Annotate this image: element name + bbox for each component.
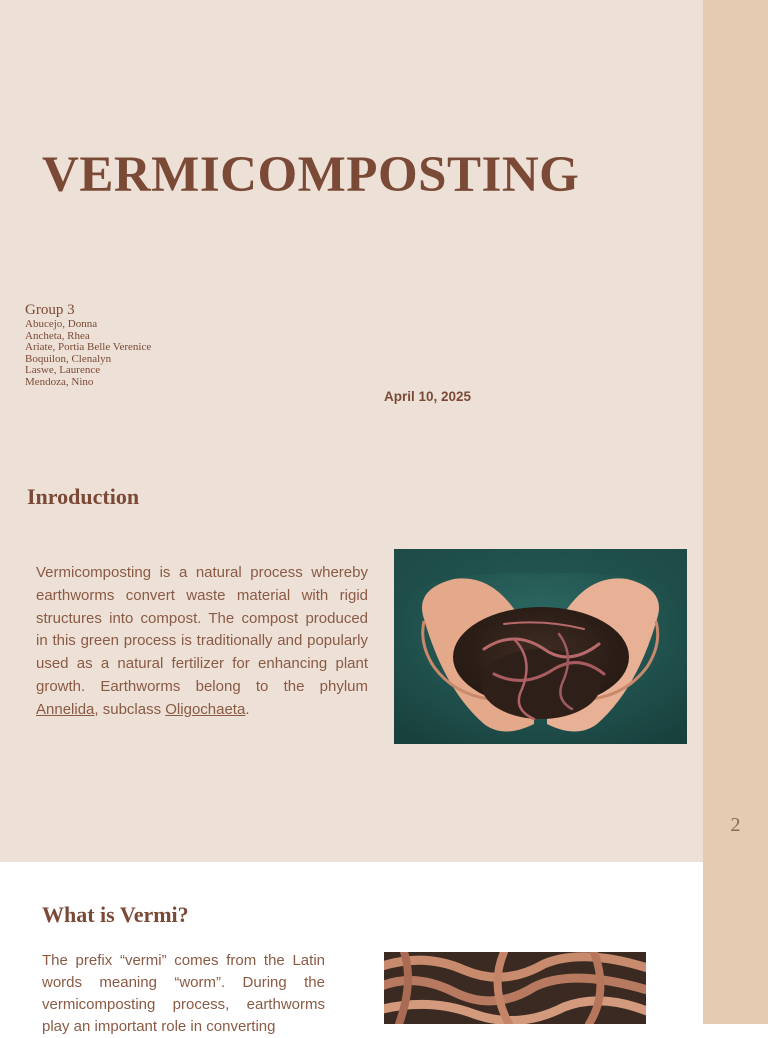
page-sidebar bbox=[703, 0, 768, 1024]
intro-text-before: Vermicomposting is a natural process whereby earthworms convert waste material with rigid structures into compost. The compost produced in this green process is traditionally and popularly used as a natural fertilizer for enhancing plant growth. Earthworms belong to the phylum bbox=[36, 564, 368, 695]
member-name: Abucejo, Donna bbox=[25, 318, 98, 330]
page-number: 2 bbox=[730, 814, 741, 836]
what-is-vermi-heading: What is Vermi? bbox=[42, 902, 189, 927]
what-is-vermi-paragraph: The prefix “vermi” comes from the Latin words meaning “worm”. During the vermicomposting process, earthworms play an important role in converting bbox=[42, 952, 325, 1035]
intro-text-middle: , subclass bbox=[94, 700, 166, 718]
member-list bbox=[25, 319, 151, 389]
member-name: Ancheta, Rhea bbox=[25, 329, 90, 342]
subclass-link[interactable]: Oligochaeta bbox=[165, 700, 246, 718]
member-name: Ariate, Portia Belle Verenice bbox=[25, 341, 152, 354]
member-name: Laswe, Laurence bbox=[25, 364, 101, 377]
phylum-link[interactable]: Annelida bbox=[36, 700, 95, 718]
hands-soil-photo bbox=[394, 549, 687, 744]
presentation-date: April 10, 2025 bbox=[384, 389, 472, 404]
group-label: Group 3 bbox=[25, 302, 75, 318]
member-name: Mendoza, Nino bbox=[25, 375, 94, 388]
slide-title: VERMICOMPOSTING bbox=[42, 147, 580, 203]
earthworms-photo bbox=[384, 952, 646, 1024]
group-block bbox=[25, 302, 151, 389]
intro-paragraph bbox=[36, 562, 368, 722]
intro-heading: Inroduction bbox=[27, 484, 140, 509]
intro-text-after: . bbox=[245, 700, 250, 718]
member-name: Boquilon, Clenalyn bbox=[25, 352, 112, 365]
